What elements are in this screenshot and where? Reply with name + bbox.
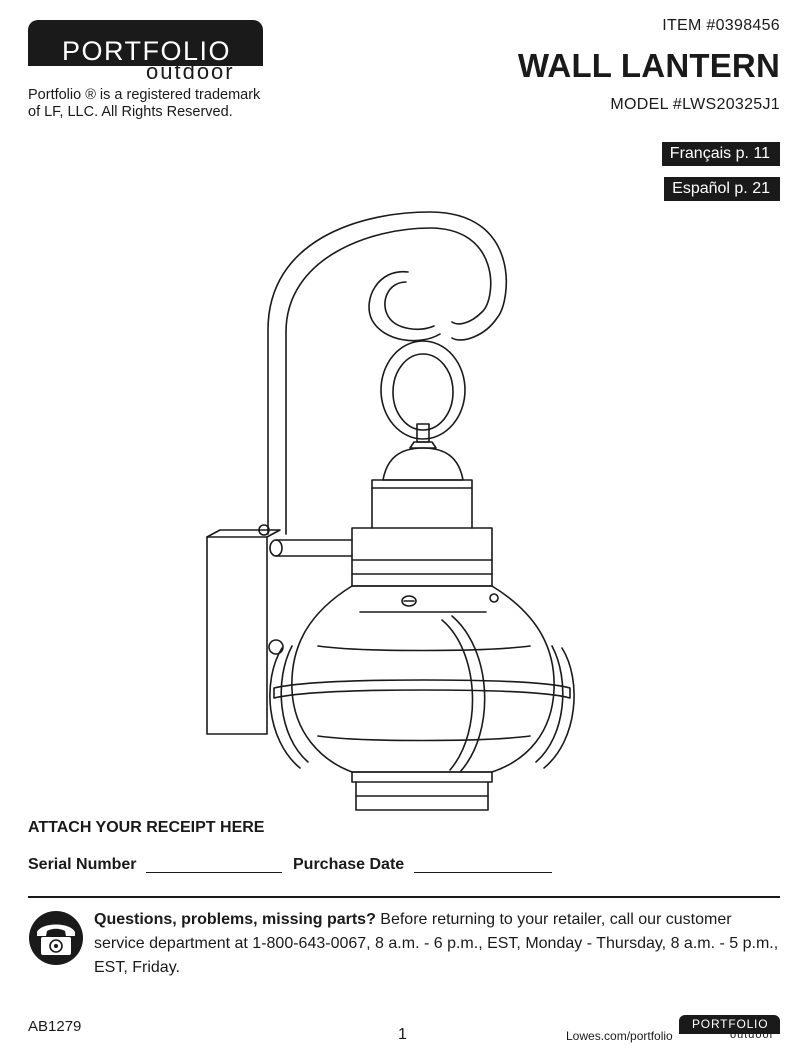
spanish-section-link[interactable]: Español p. 21 [664,177,780,201]
footer-logo-text: PORTFOLIO [692,1017,769,1031]
footer-logo-subtext: outdoor [730,1029,775,1041]
item-number: ITEM #0398456 [662,17,780,34]
section-divider [28,896,780,898]
receipt-heading: ATTACH YOUR RECEIPT HERE [28,819,265,836]
trademark-line-2: of LF, LLC. All Rights Reserved. [28,104,233,120]
support-body: Before returning to your retailer, call our customer service department at 1-800-643-0067, 8 a.m. - 6 p.m., EST, Monday - Thursday, 8 a.m. - 5 p.m., EST, Friday. [94,911,779,976]
purchase-date-field[interactable] [414,872,552,873]
brand-logo-text: PORTFOLIO [62,36,232,66]
model-number: MODEL #LWS20325J1 [610,96,780,113]
support-notice [94,908,780,980]
serial-number-label: Serial Number [28,856,137,873]
website-link[interactable]: Lowes.com/portfolio [566,1029,673,1043]
trademark-line-1: Portfolio ® is a registered trademark [28,87,261,103]
page-title: WALL LANTERN [517,47,780,84]
support-lead: Questions, problems, missing parts? [94,911,376,928]
telephone-icon [28,910,84,966]
serial-number-field[interactable] [146,872,282,873]
purchase-date-label: Purchase Date [293,856,405,873]
page-number: 1 [398,1026,407,1043]
document-code: AB1279 [28,1018,82,1035]
french-section-link[interactable]: Français p. 11 [662,142,780,166]
brand-logo-subtext: outdoor [146,59,235,84]
